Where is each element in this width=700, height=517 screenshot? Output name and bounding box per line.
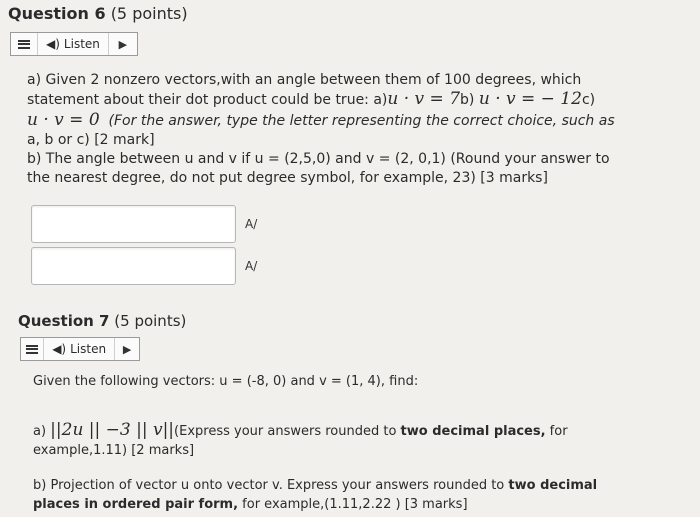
- q7-b-bold: two decimal: [508, 478, 598, 493]
- question-7-title: [18, 312, 186, 330]
- spell-check-icon[interactable]: A/: [245, 217, 258, 231]
- q7-a-bold: two decimal places,: [400, 424, 546, 439]
- q6-play-icon[interactable]: ▶: [118, 37, 128, 51]
- q6-answer-b-input[interactable]: [31, 247, 236, 285]
- question-7-label: Question 7: [18, 312, 110, 330]
- q6-a-line2: [27, 90, 687, 110]
- question-6-title: [8, 4, 188, 23]
- q7-b-line2: [33, 495, 693, 514]
- q6-option-a: u · v = 7: [387, 89, 461, 109]
- q6-a-note: (For the answer, type the letter representing the correct choice, such as: [108, 113, 615, 129]
- q6-answer-a-input[interactable]: [31, 205, 236, 243]
- q7-listen-widget: [20, 337, 140, 361]
- q7-a-line1: [33, 421, 683, 441]
- q6-listen-widget: [10, 32, 138, 56]
- q7-listen-menu-button[interactable]: [21, 338, 44, 360]
- q6-listen-menu-button[interactable]: [11, 33, 38, 55]
- question-7-points: (5 points): [114, 312, 187, 330]
- q7-a-expression: ||2u || −3 || v||: [50, 420, 175, 440]
- q6-a-line3: [27, 111, 687, 131]
- q6-a-line4: a, b or c) [2 mark]: [27, 132, 155, 148]
- speaker-icon: ◀): [52, 342, 67, 356]
- q7-part-b: [33, 476, 693, 514]
- q7-part-a: [33, 421, 683, 460]
- q6-b-line2: the nearest degree, do not put degree symbol, for example, 23) [3 marks]: [27, 170, 548, 186]
- q6-b-line1: b) The angle between u and v if u = (2,5,0) and v = (2, 0,1) (Round your answer to: [27, 151, 610, 167]
- q7-a-line2: example,1.11) [2 marks]: [33, 443, 195, 458]
- q7-a-text2: for: [545, 424, 568, 439]
- q7-b-rest: for example,(1.11,2.22 ) [3 marks]: [238, 497, 468, 512]
- q6-option-c: u · v = 0: [27, 110, 100, 130]
- q6-option-c-label: c): [581, 92, 596, 108]
- q7-a-label: a): [33, 424, 51, 439]
- speaker-icon: ◀): [46, 37, 60, 51]
- q6-a-stem: statement about their dot product could be true: a): [27, 92, 388, 108]
- q7-b-bold2: places in ordered pair form,: [33, 497, 239, 512]
- q6-listen-button[interactable]: Listen: [64, 33, 109, 55]
- q6-part-a: [27, 71, 687, 188]
- q6-a-line1: a) Given 2 nonzero vectors,with an angle between them of 100 degrees, which: [27, 72, 582, 88]
- q7-play-icon[interactable]: ▶: [122, 342, 132, 356]
- question-6-label: Question 6: [8, 4, 106, 23]
- spell-check-icon[interactable]: A/: [245, 259, 258, 273]
- q7-listen-button[interactable]: Listen: [70, 338, 115, 360]
- q7-b-text: b) Projection of vector u onto vector v. Express your answers rounded to: [33, 478, 509, 493]
- question-6-points: (5 points): [110, 4, 188, 23]
- q6-option-b-label: b): [460, 92, 479, 108]
- q6-option-b: u · v = − 12: [478, 89, 582, 109]
- q7-given: Given the following vectors: u = (-8, 0) and v = (1, 4), find:: [33, 374, 419, 389]
- q7-b-line1: [33, 476, 693, 495]
- q7-a-text: (Express your answers rounded to: [174, 424, 401, 439]
